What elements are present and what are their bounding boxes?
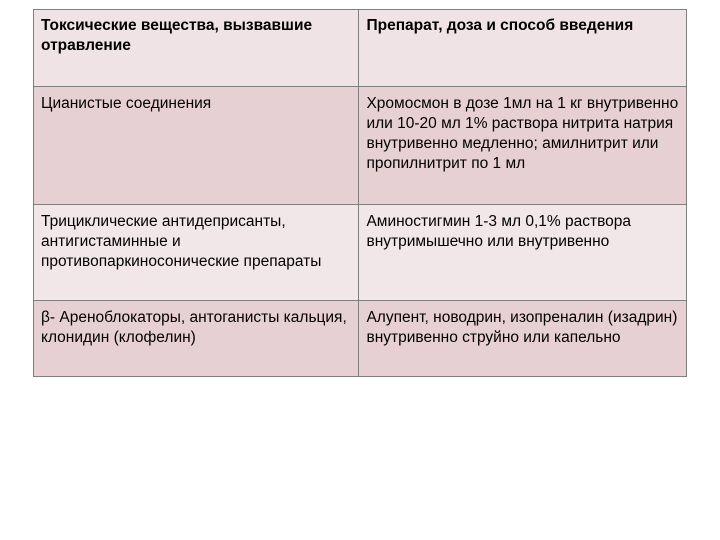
header-cell-substance: Токсические вещества, вызвавшие отравление (34, 10, 359, 87)
treatment-cell: Аминостигмин 1-3 мл 0,1% раствора внутримышечно или внутривенно (359, 205, 687, 301)
table-row (34, 87, 687, 205)
substance-cell: β- Ареноблокаторы, антоганисты кальция, клонидин (клофелин) (34, 301, 359, 377)
treatment-cell: Алупент, новодрин, изопреналин (изадрин) внутривенно струйно или капельно (359, 301, 687, 377)
table-header-row (34, 10, 687, 87)
table-row (34, 301, 687, 377)
table-row (34, 205, 687, 301)
substance-cell: Трициклические антидеприсанты, антигистаминные и противопаркиносонические препараты (34, 205, 359, 301)
antidote-table (33, 9, 687, 377)
substance-cell: Цианистые соединения (34, 87, 359, 205)
treatment-cell: Хромосмон в дозе 1мл на 1 кг внутривенно или 10-20 мл 1% раствора нитрита натрия внутривенно медленно; амилнитрит или пропилнитрит по 1 мл (359, 87, 687, 205)
header-cell-treatment: Препарат, доза и способ введения (359, 10, 687, 87)
